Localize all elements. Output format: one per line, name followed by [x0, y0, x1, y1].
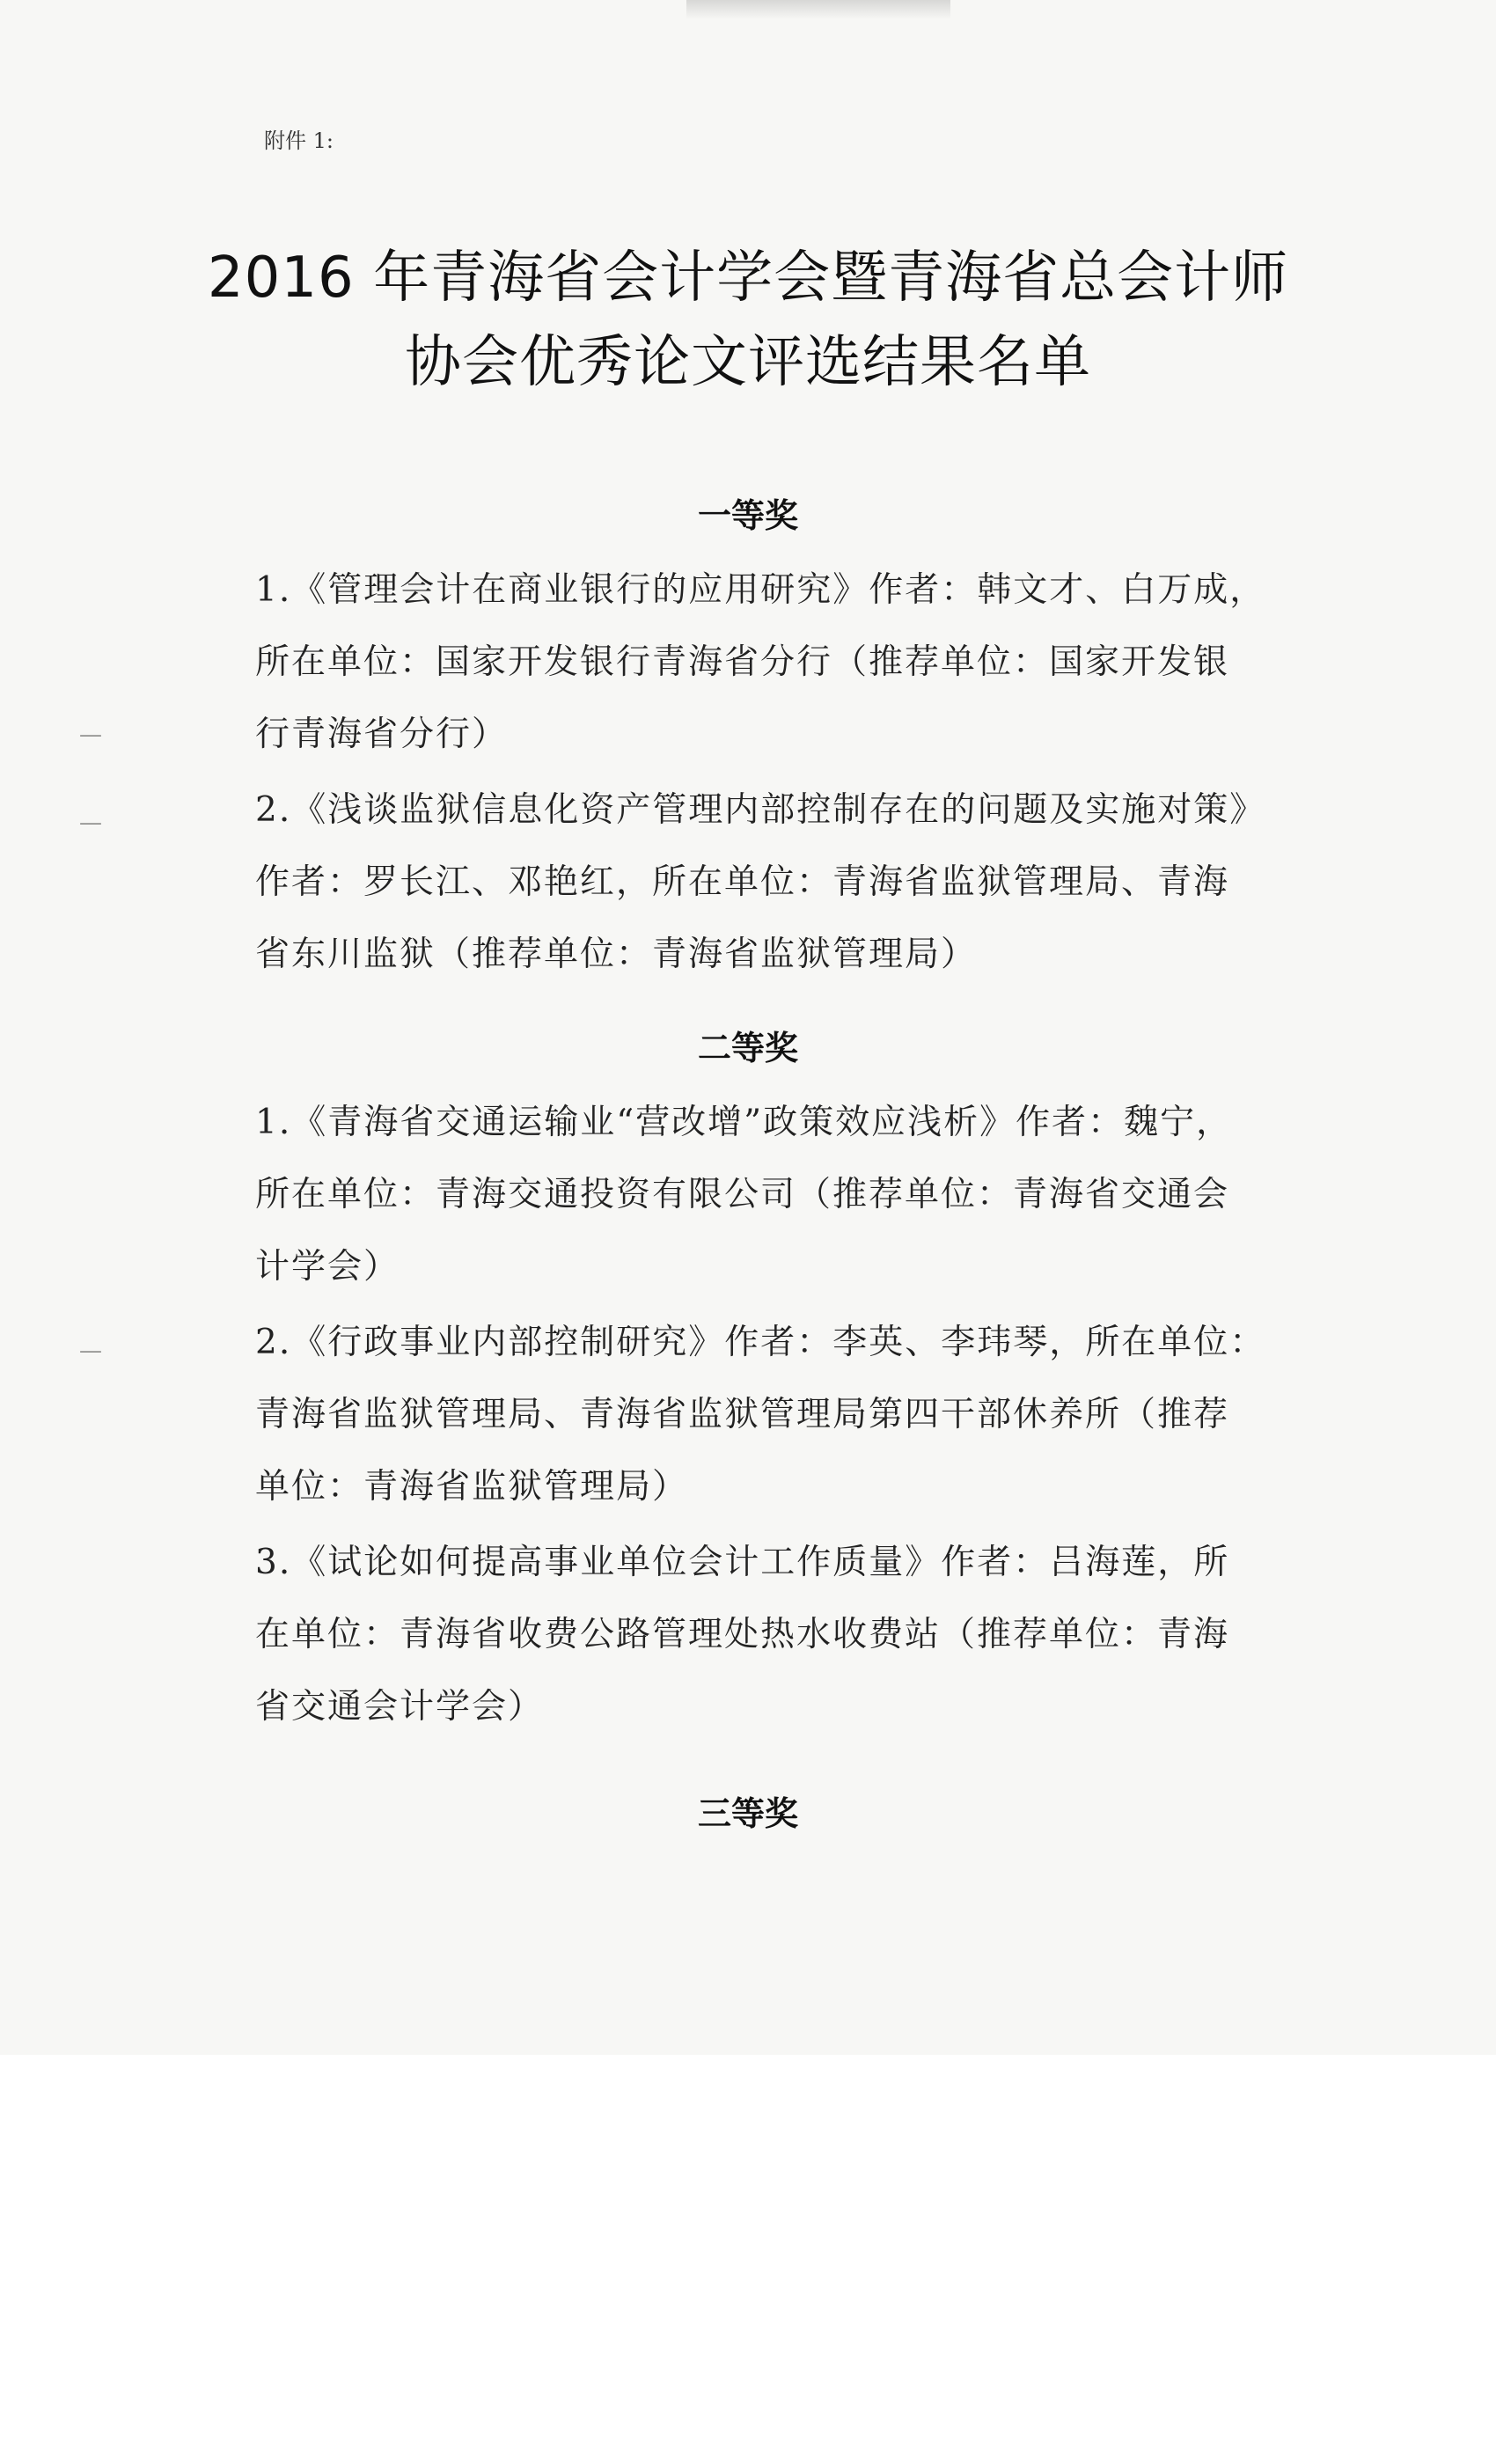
entry-line: 1.《管理会计在商业银行的应用研究》作者：韩文才、白万成，: [255, 570, 1266, 610]
entry-line: 2.《行政事业内部控制研究》作者：李英、李玮琴，所在单位：: [255, 1323, 1266, 1362]
section-heading-first-prize: 一等奖: [697, 496, 798, 535]
entry-line: 青海省监狱管理局、青海省监狱管理局第四干部休养所（推荐: [255, 1395, 1230, 1434]
entry-line: 在单位：青海省收费公路管理处热水收费站（推荐单位：青海: [255, 1615, 1230, 1654]
entry-line: 所在单位：青海交通投资有限公司（推荐单位：青海省交通会: [255, 1175, 1230, 1214]
entry-line: 作者：罗长江、邓艳红，所在单位：青海省监狱管理局、青海: [255, 862, 1230, 902]
entry-line: 1.《青海省交通运输业“营改增”政策效应浅析》作者：魏宁，: [255, 1103, 1233, 1142]
entry-line: 省东川监狱（推荐单位：青海省监狱管理局）: [255, 935, 978, 974]
document-title: [202, 236, 1294, 405]
list-item: [255, 554, 1338, 771]
margin-mark: —: [79, 1338, 102, 1364]
list-item: [255, 1087, 1338, 1303]
entry-line: 3.《试论如何提高事业单位会计工作质量》作者：吕海莲，所: [255, 1543, 1230, 1582]
margin-mark: —: [79, 810, 102, 836]
title-line-2: 协会优秀论文评选结果名单: [405, 330, 1091, 395]
section-heading-third-prize: 三等奖: [697, 1794, 798, 1833]
entry-line: 省交通会计学会）: [255, 1687, 545, 1727]
margin-mark: —: [79, 722, 102, 748]
list-item: [255, 1307, 1338, 1523]
entry-line: 单位：青海省监狱管理局）: [255, 1467, 689, 1507]
entry-line: 计学会）: [255, 1247, 400, 1287]
list-item: [255, 1527, 1338, 1743]
entry-line: 所在单位：国家开发银行青海省分行（推荐单位：国家开发银: [255, 642, 1230, 682]
scan-smudge: [686, 0, 950, 19]
section-heading-second-prize: 二等奖: [697, 1029, 798, 1067]
entry-line: 2.《浅谈监狱信息化资产管理内部控制存在的问题及实施对策》: [255, 790, 1266, 830]
list-item: [255, 774, 1338, 991]
title-line-1: 2016 年青海省会计学会暨青海省总会计师: [207, 246, 1289, 311]
entry-line: 行青海省分行）: [255, 715, 509, 754]
attachment-label: 附件 1:: [264, 128, 334, 153]
